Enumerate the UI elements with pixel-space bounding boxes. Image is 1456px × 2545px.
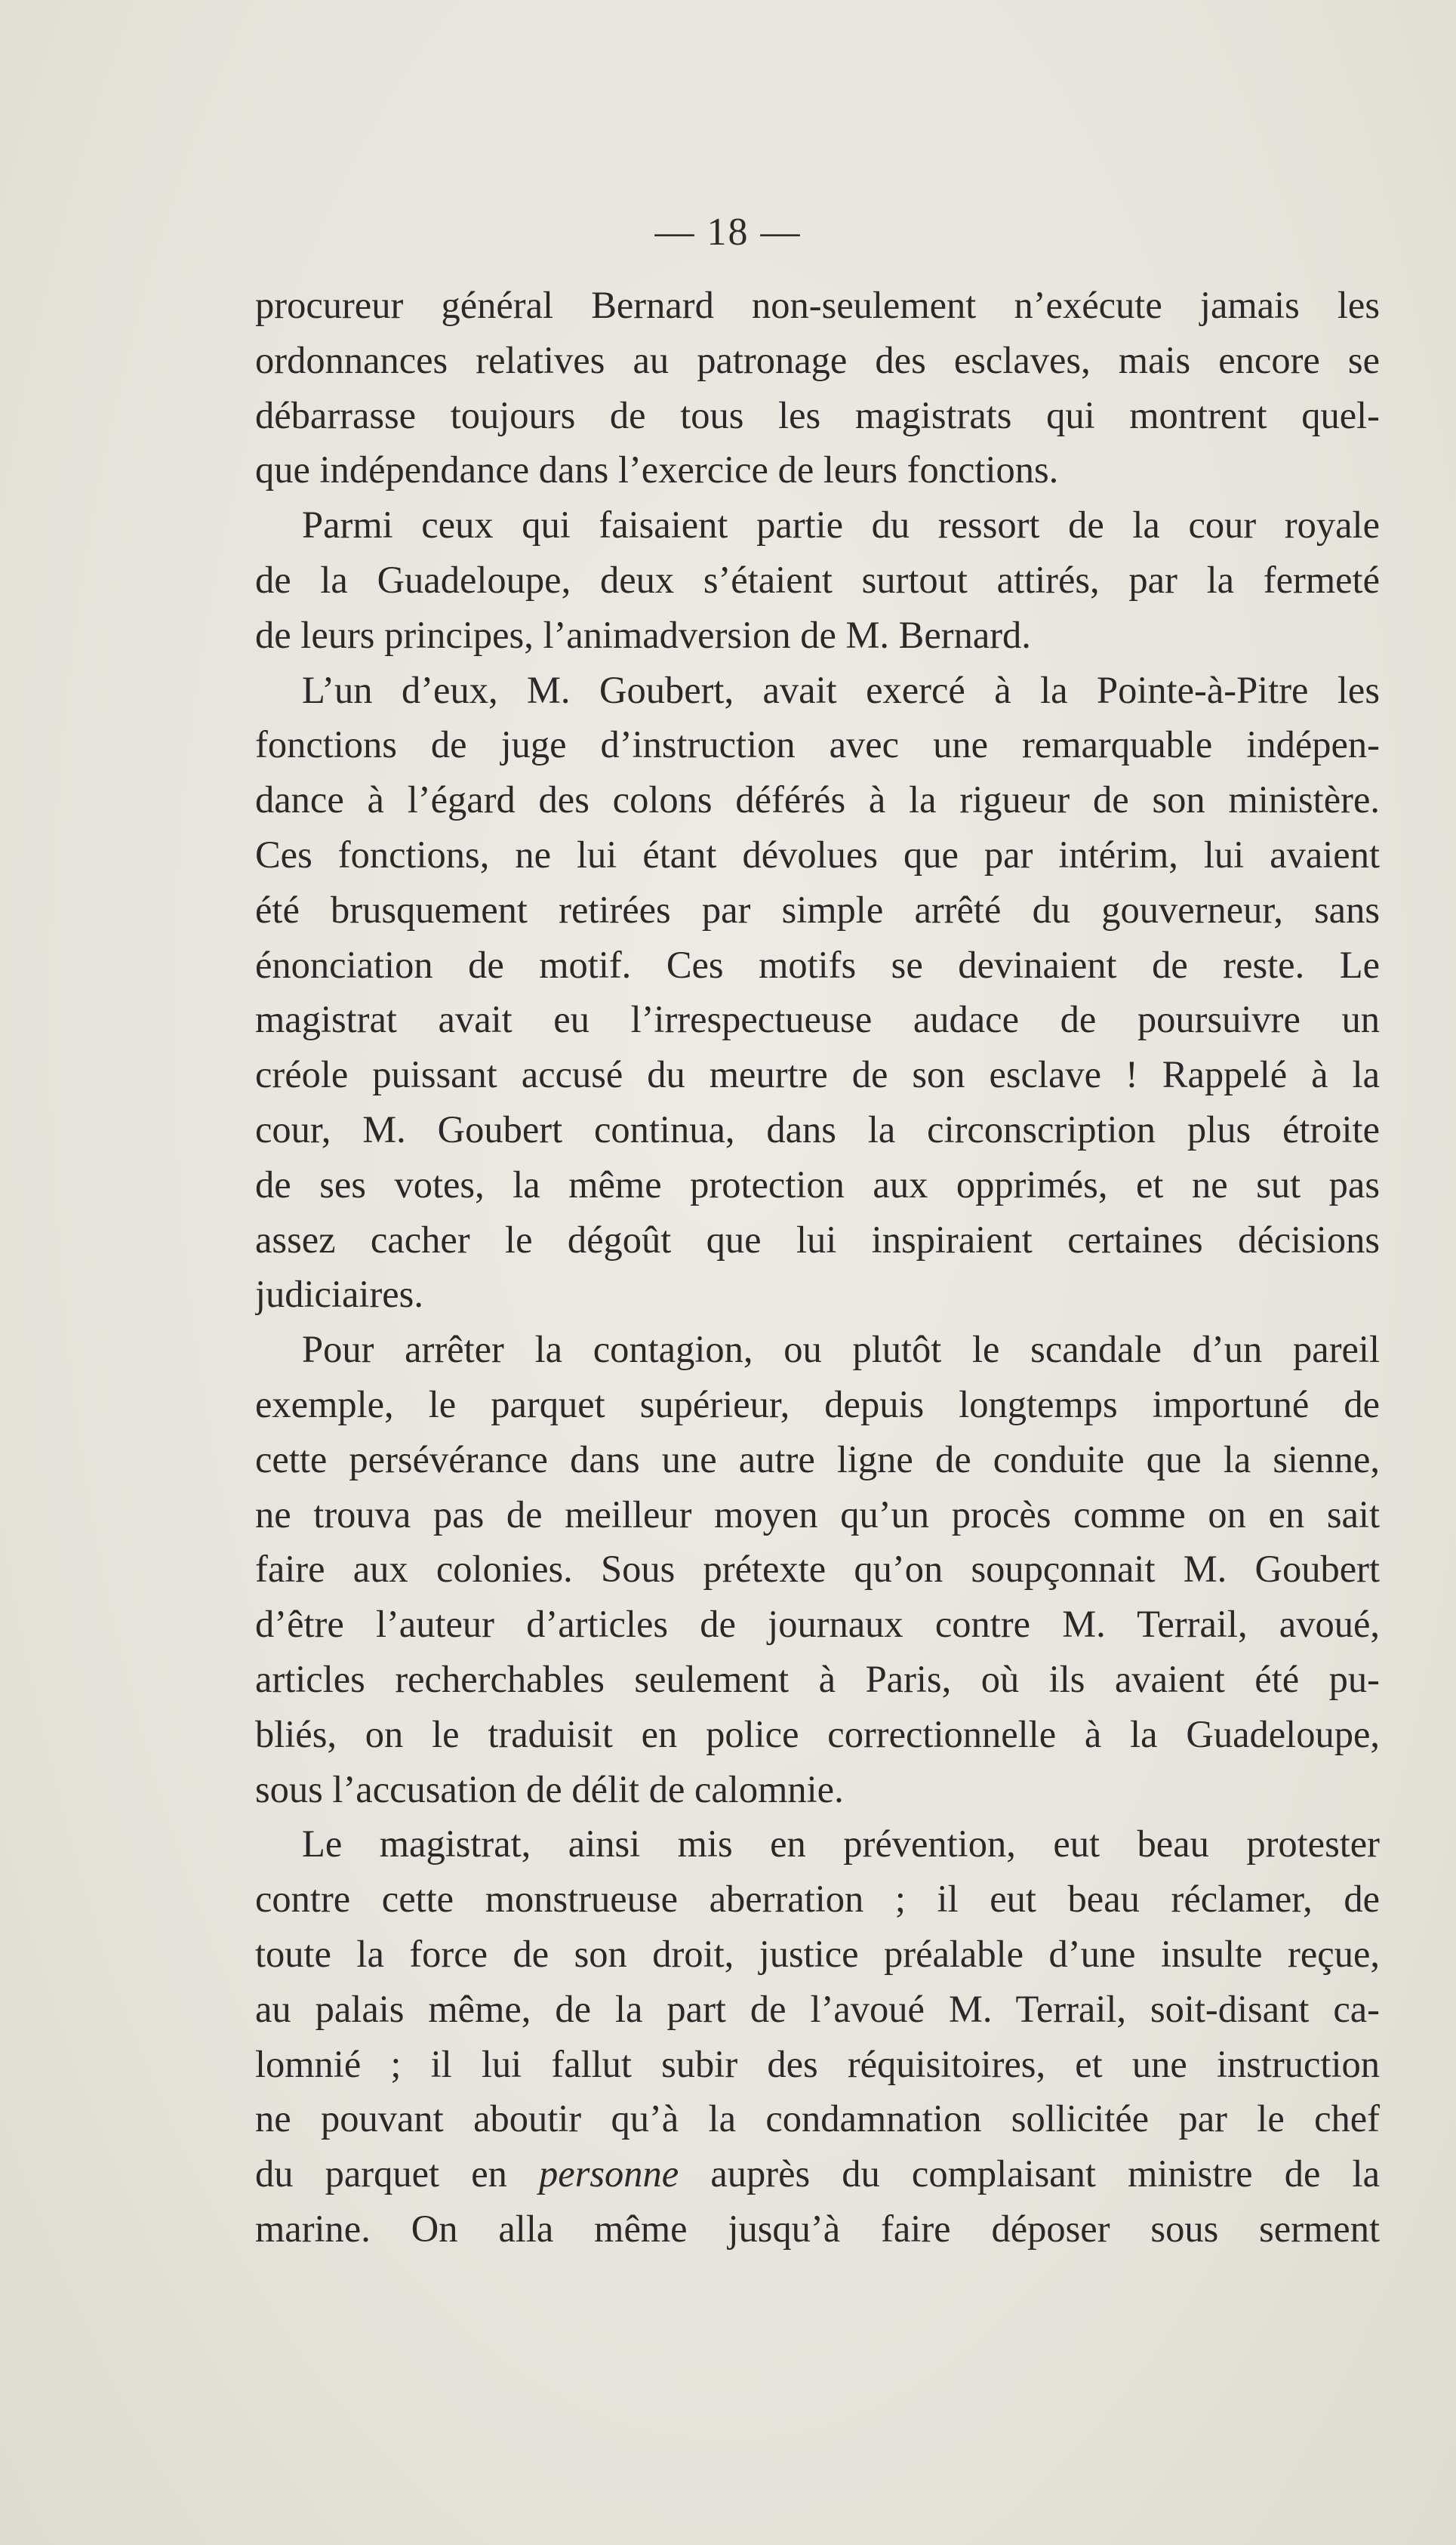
text-line: fonctions de juge d’instruction avec une remarquable indépen- [255,723,1380,766]
text-line: cette persévérance dans une autre ligne de conduite que la sienne, [255,1437,1380,1480]
text-line: faire aux colonies. Sous prétexte qu’on soupçonnait M. Goubert [255,1548,1380,1591]
body-text [255,278,1380,2257]
text-line: débarrasse toujours de tous les magistrats qui montrent quel- [255,393,1380,436]
text-line: Ces fonctions, ne lui étant dévolues que par intérim, lui avaient [255,833,1380,876]
text-segment: auprès du complaisant ministre de la [679,2152,1380,2195]
text-line: de leurs principes, l’animadversion de M. Bernard. [255,613,1031,656]
text-line: au palais même, de la part de l’avoué M. Terrail, soit-disant ca- [255,1987,1380,2030]
text-line: sous l’accusation de délit de calomnie. [255,1767,844,1810]
text-line: ne trouva pas de meilleur moyen qu’un procès comme on en sait [255,1493,1380,1536]
text-line: lomnié ; il lui fallut subir des réquisitoires, et une instruction [255,2042,1380,2085]
text-line: L’un d’eux, M. Goubert, avait exercé à la Pointe-à-Pitre les [302,668,1380,711]
text-line: ne pouvant aboutir qu’à la condamnation sollicitée par le chef [255,2097,1380,2140]
italic-word: personne [539,2152,679,2195]
text-line: contre cette monstrueuse aberration ; il eut beau réclamer, de [255,1878,1380,1921]
text-line: judiciaires. [255,1273,423,1316]
text-line: que indépendance dans l’exercice de leurs fonctions. [255,448,1059,491]
text-line: énonciation de motif. Ces motifs se devinaient de reste. Le [255,943,1380,986]
text-line: créole puissant accusé du meurtre de son esclave ! Rappelé à la [255,1053,1380,1096]
text-line: bliés, on le traduisit en police correctionnelle à la Guadeloupe, [255,1712,1380,1755]
text-line: ordonnances relatives au patronage des esclaves, mais encore se [255,338,1380,381]
text-line: Pour arrêter la contagion, ou plutôt le scandale d’un pareil [302,1328,1380,1371]
text-line: été brusquement retirées par simple arrêté du gouverneur, sans [255,888,1380,931]
text-line: cour, M. Goubert continua, dans la circonscription plus étroite [255,1108,1380,1151]
text-line: exemple, le parquet supérieur, depuis longtemps importuné de [255,1382,1380,1425]
page-number: — 18 — [654,211,802,254]
text-line: toute la force de son droit, justice préalable d’une insulte reçue, [255,1932,1380,1975]
text-segment: du parquet en [255,2152,540,2195]
text-line [255,2146,1380,2201]
text-line: dance à l’égard des colons déférés à la rigueur de son ministère. [255,778,1380,821]
text-line: Parmi ceux qui faisaient partie du ressort de la cour royale [302,504,1380,547]
text-line: marine. On alla même jusqu’à faire déposer sous serment [255,2207,1380,2250]
text-line: magistrat avait eu l’irrespectueuse audace de poursuivre un [255,998,1380,1041]
text-line: Le magistrat, ainsi mis en prévention, eut beau protester [302,1822,1380,1866]
text-line: de la Guadeloupe, deux s’étaient surtout attirés, par la fermeté [255,558,1380,601]
text-line: d’être l’auteur d’articles de journaux contre M. Terrail, avoué, [255,1603,1380,1646]
text-line: articles recherchables seulement à Paris, où ils avaient été pu- [255,1657,1380,1700]
text-line: de ses votes, la même protection aux opprimés, et ne sut pas [255,1163,1380,1206]
text-line: assez cacher le dégoût que lui inspiraient certaines décisions [255,1218,1380,1261]
text-line: procureur général Bernard non-seulement n’exécute jamais les [255,284,1380,326]
